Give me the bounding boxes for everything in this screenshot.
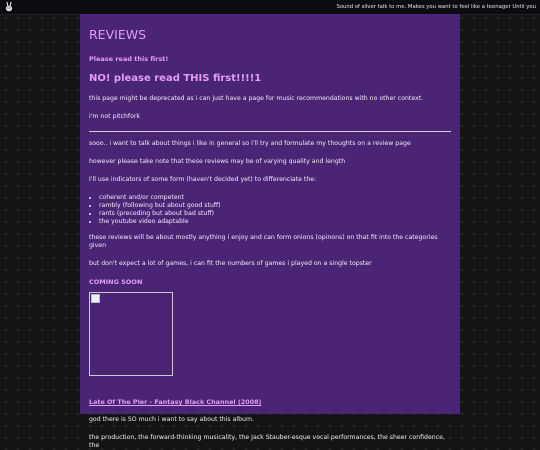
album-intro: god there is SO much i want to say about this album. bbox=[89, 416, 254, 423]
album-review-link[interactable]: Late Of The Pier - Fantasy Black Channel (2008) bbox=[89, 398, 262, 406]
album-details: the production, the forward-thinking musicality, the Jack Stauber-esque vocal performances, the sheer confidence, the bbox=[89, 434, 445, 449]
list-item: • rants (preceding but about bad stuff) bbox=[99, 210, 451, 218]
content-panel bbox=[80, 14, 460, 449]
now-playing-marquee: Sound of silver talk to me. Makes you want to feel like a teenager Until you bbox=[336, 4, 536, 10]
list-item: • the youtube video adaptable bbox=[99, 218, 451, 226]
broken-image-icon bbox=[91, 294, 100, 303]
category-list bbox=[89, 194, 451, 226]
divider bbox=[89, 131, 451, 132]
list-item: • coherent and/or competent bbox=[99, 194, 451, 202]
album-cover-image bbox=[89, 292, 173, 376]
intro-paragraph: sooo.. i want to talk about things i like in general so i'll try and formulate my thoughts on a review page bbox=[89, 140, 411, 147]
scope-note: these reviews will be about mostly anything i enjoy and can form onions (opinons) on that fit into the categories given bbox=[89, 234, 438, 249]
coming-soon-heading: COMING SOON bbox=[89, 278, 143, 286]
not-pitchfork-note: i'm not pitchfork bbox=[89, 113, 141, 120]
deprecation-note: this page might be deprecated as i can just have a page for music recommendations with no other context. bbox=[89, 95, 424, 102]
top-bar bbox=[0, 0, 540, 15]
list-item: • rambly (following but about good stuff) bbox=[99, 202, 451, 210]
notice-big-heading: NO! please read THIS first!!!!1 bbox=[89, 73, 262, 84]
games-note: but don't expect a lot of games, i can fit the numbers of games i played on a single topster bbox=[89, 260, 372, 267]
indicators-note: I'll use indicators of some form (haven't decided yet) to differenciate the: bbox=[89, 176, 317, 183]
quality-note: however please take note that these reviews may be of varying quality and length bbox=[89, 158, 346, 165]
notice-heading: Please read this first! bbox=[89, 55, 169, 63]
content-inner bbox=[80, 14, 460, 450]
page-title: REVIEWS bbox=[89, 27, 147, 42]
bunny-logo-icon[interactable] bbox=[3, 1, 15, 13]
